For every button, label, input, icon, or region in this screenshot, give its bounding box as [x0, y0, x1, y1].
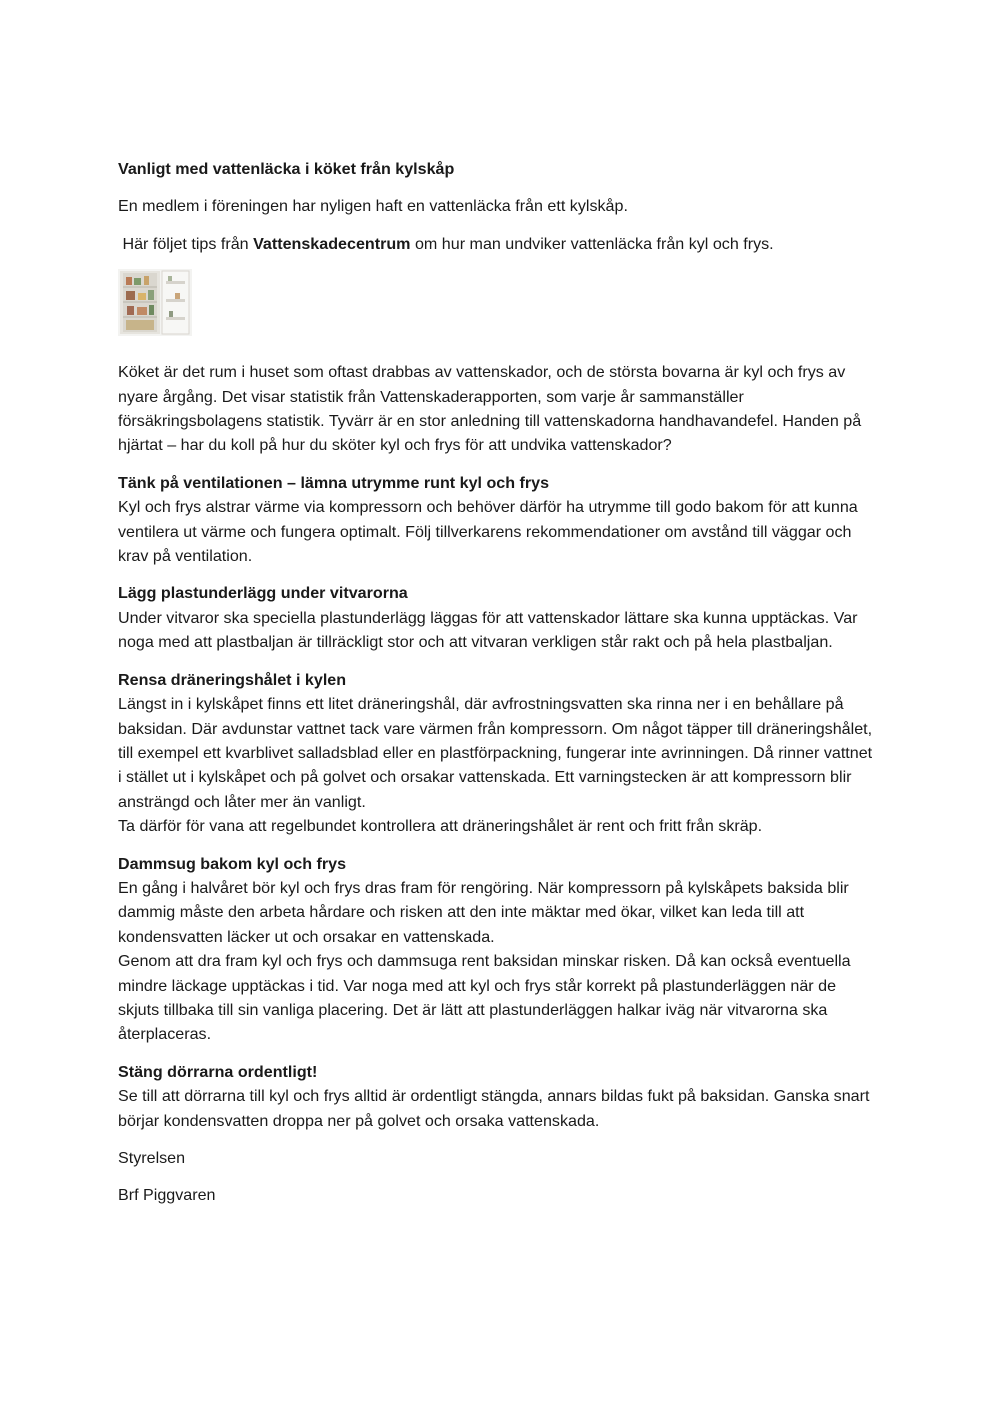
section-text: Under vitvaror ska speciella plastunderlägg läggas för att vattenskador lättare ska kunna upptäckas. Var noga med att plastbaljan är tillräckligt stor och att vitvaran verkligen står rakt och på hela plastbaljan. — [118, 608, 858, 652]
section-plastunderlagg — [118, 581, 874, 654]
section-dorrar — [118, 1060, 874, 1133]
vattenskadecentrum-name: Vattenskadecentrum — [253, 234, 411, 253]
section-heading: Rensa dräneringshålet i kylen — [118, 670, 347, 689]
section-heading: Tänk på ventilationen – lämna utrymme runt kyl och frys — [118, 473, 550, 492]
section-text: Kyl och frys alstrar värme via kompressorn och behöver därför ha utrymme till godo bakom för att kunna ventilera ut värme och fungera optimalt. Följ tillverkarens rekommendationer om avstånd till väggar och krav på ventilation. — [118, 498, 858, 566]
intro-paragraph-2 — [118, 232, 874, 256]
section-text: Ta därför för vana att regelbundet kontrollera att dräneringshålet är rent och fritt från skräp. — [118, 817, 763, 836]
section-heading: Dammsug bakom kyl och frys — [118, 854, 347, 873]
section-heading: Lägg plastunderlägg under vitvarorna — [118, 584, 408, 603]
section-text: Genom att dra fram kyl och frys och dammsuga rent baksidan minskar risken. Då kan också eventuella mindre läckage upptäckas i tid. Var noga med att kyl och frys står korrekt på plastunderläggen när de skjuts tillbaka till sin vanliga placering. Det är lätt att plastunderläggen halkar iväg när vitvarorna ska återplaceras. — [118, 952, 851, 1044]
document-title: Vanligt med vattenläcka i köket från kylskåp — [118, 160, 455, 178]
refrigerator-photo-icon — [118, 269, 192, 336]
section-text: Se till att dörrarna till kyl och frys alltid är ordentligt stängda, annars bildas fukt på baksidan. Ganska snart börjar kondensvatten droppa ner på golvet och orsaka vattenskada. — [118, 1087, 870, 1130]
section-text: Längst in i kylskåpet finns ett litet dräneringshål, där avfrostningsvatten ska rinna ner i en behållare på baksidan. Där avdunstar vattnet tack vare värmen från kompressorn. Om något täpper till dräneringshålet, till exempel ett kvarblivet salladsblad eller en plastförpackning, fungerar inte avrinningen. Då rinner vattnet i stället ut i kylskåpet och på golvet och orsakar vattenskada. Ett varningstecken är att kompressorn blir ansträngd och låter mer än vanligt. — [118, 695, 873, 811]
signature-brf: Brf Piggvaren — [118, 1186, 216, 1205]
document-content — [118, 157, 874, 1208]
section-text: En gång i halvåret bör kyl och frys dras fram för rengöring. När kompressorn på kylskåpets baksida blir dammig måste den arbeta hårdare och risken att den inte mäktar med ökar, vilket kan leda till att kondensvatten läcker ut och orsakar en vattenskada. — [118, 878, 849, 946]
section-draneringshal — [118, 668, 874, 839]
section-dammsug — [118, 852, 874, 1047]
intro-paragraph-1: En medlem i föreningen har nyligen haft en vattenläcka från ett kylskåp. — [118, 197, 628, 216]
main-paragraph: Köket är det rum i huset som oftast drabbas av vattenskador, och de största bovarna är kyl och frys av nyare årgång. Det visar statistik från Vattenskaderapporten, som varje år sammanställer försäkringsbolagens statistik. Tyvärr är en stor anledning till vattenskadorna handhavandefel. Handen på hjärtat – har du koll på hur du sköter kyl och frys för att undvika vattenskador? — [118, 363, 862, 455]
intro-suffix: om hur man undviker vattenläcka från kyl och frys. — [410, 234, 774, 253]
intro-prefix: Här följet tips från — [118, 234, 254, 253]
signature-styrelsen: Styrelsen — [118, 1149, 186, 1167]
section-ventilation — [118, 471, 874, 569]
section-heading: Stäng dörrarna ordentligt! — [118, 1062, 318, 1081]
